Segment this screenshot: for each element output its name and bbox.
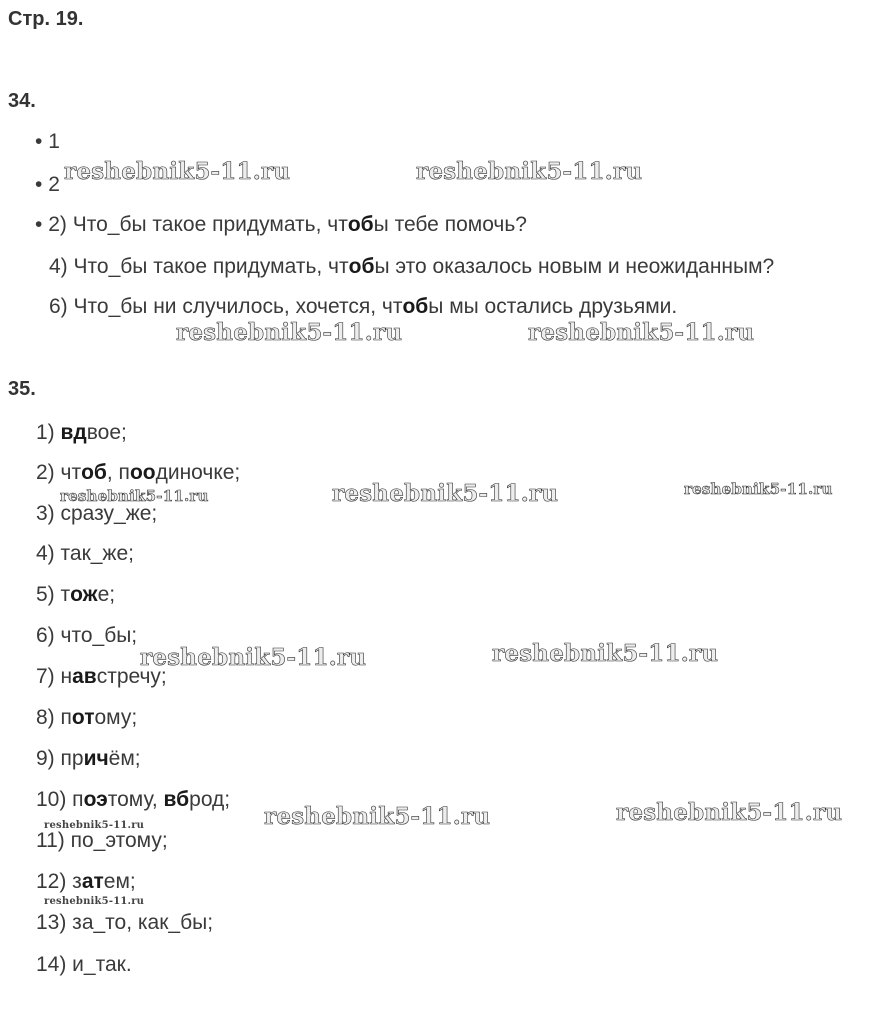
watermark: reshebnik5-11.ru <box>332 480 559 507</box>
watermark: reshebnik5-11.ru <box>64 158 291 185</box>
watermark: reshebnik5-11.ru <box>44 820 145 831</box>
list-item: 3) сразу_же; <box>36 502 158 525</box>
watermark: reshebnik5-11.ru <box>528 319 755 346</box>
watermark: reshebnik5-11.ru <box>616 799 843 826</box>
watermark: reshebnik5-11.ru <box>44 896 145 907</box>
list-item: 10) поэтому, вброд; <box>36 788 231 811</box>
list-item-3 <box>35 213 527 237</box>
bullet: • <box>35 213 43 236</box>
watermark: reshebnik5-11.ru <box>264 803 491 830</box>
list-item: 14) и_так. <box>36 953 132 976</box>
list-item-1 <box>35 130 60 154</box>
list-item: 8) потому; <box>36 706 138 729</box>
sentence-4: 4) Что_бы такое придумать, чтобы это оказалось новым и неожиданным? <box>49 255 775 278</box>
watermark: reshebnik5-11.ru <box>176 319 403 346</box>
watermark: reshebnik5-11.ru <box>140 644 367 671</box>
list-item: 9) причём; <box>36 747 141 770</box>
watermark: reshebnik5-11.ru <box>492 640 719 667</box>
list-item: 1) вдвое; <box>36 421 127 444</box>
list-item: 11) по_этому; <box>36 829 168 852</box>
list-item: 2) чтоб, поодиночке; <box>36 461 241 484</box>
bullet: • <box>35 173 43 196</box>
watermark: reshebnik5-11.ru <box>416 158 643 185</box>
list-item: 5) тоже; <box>36 583 116 606</box>
list-item: 12) затем; <box>36 870 136 893</box>
list-item: 13) за_то, как_бы; <box>36 911 214 934</box>
list-item-2 <box>35 173 60 197</box>
watermark: reshebnik5-11.ru <box>60 487 209 505</box>
list-item: 6) что_бы; <box>36 624 138 647</box>
exercise-34-title: 34. <box>8 90 36 112</box>
sentence-6: 6) Что_бы ни случилось, хочется, чтобы мы остались друзьями. <box>49 295 678 318</box>
watermark: reshebnik5-11.ru <box>684 480 833 498</box>
exercise-35-title: 35. <box>8 378 36 400</box>
bullet: • <box>35 130 43 153</box>
list-item: 7) навстречу; <box>36 665 167 688</box>
item-text: 1 <box>48 130 60 153</box>
sentence-2: 2) Что_бы такое придумать, чтобы тебе помочь? <box>48 213 527 236</box>
list-item: 4) так_же; <box>36 542 134 565</box>
item-text: 2 <box>48 173 60 196</box>
page-heading: Стр. 19. <box>8 8 84 30</box>
